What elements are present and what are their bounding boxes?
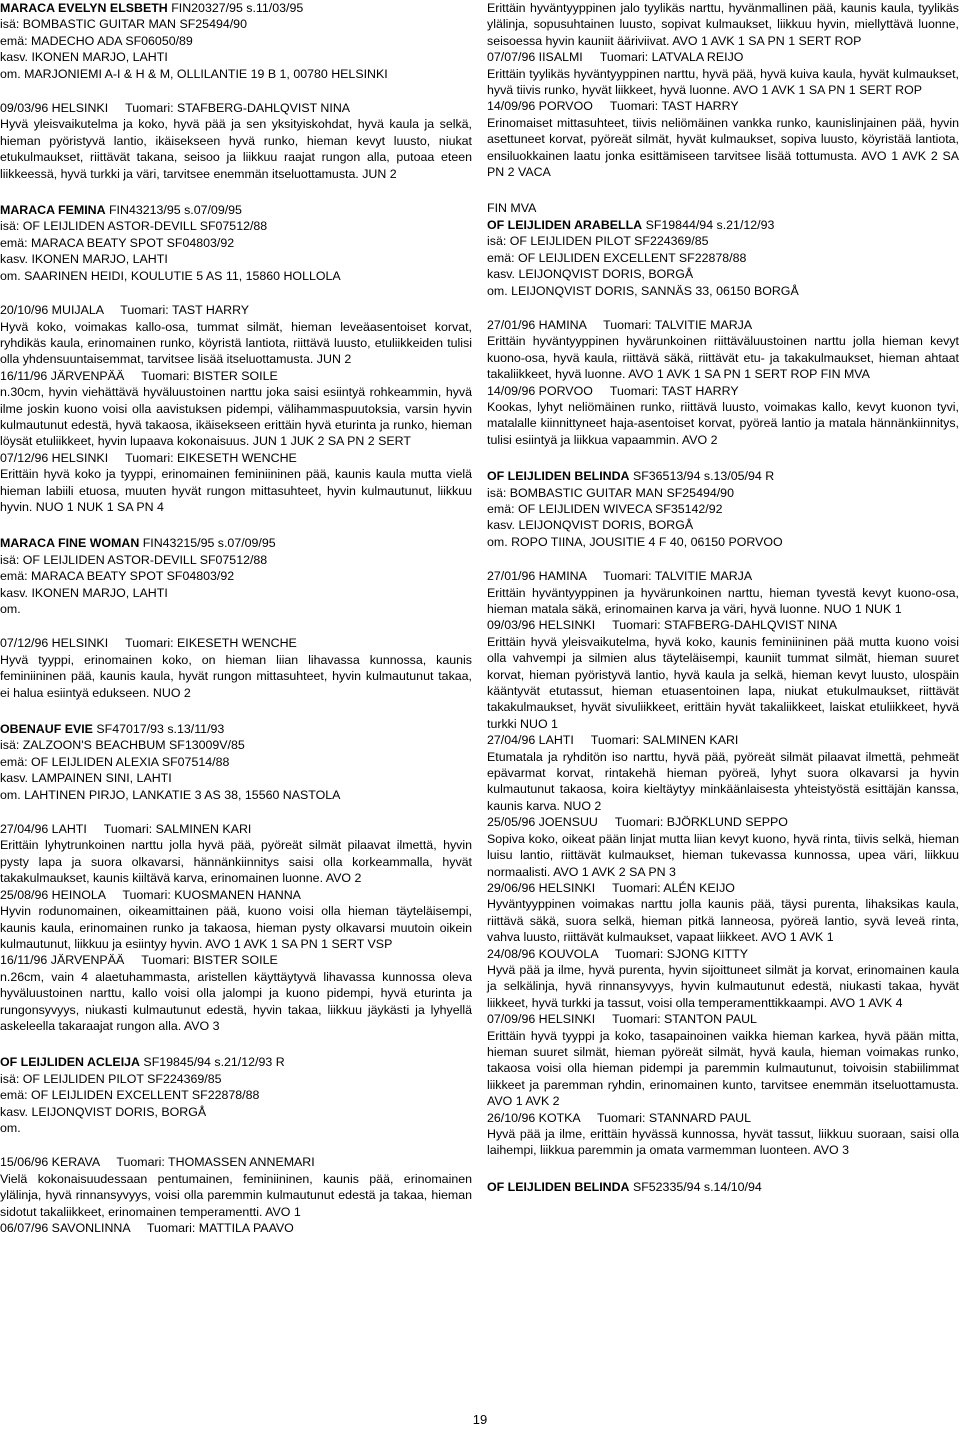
dog-entry — [0, 1054, 472, 1236]
title-group-label: FIN MVA — [487, 201, 537, 216]
critique-text: Hyvä koko, voimakas kallo-osa, tummat silmät, hieman leveäasentoiset korvat, ryhdikäs kaula, erinomainen runko, köyristä lantiota, riittävä luusto, etuliikkeiden tulisi olla yhdensuuntaisemmat, tarvitsee lisää itseluottamusta. JUN 2 — [0, 319, 472, 367]
show-judge-line: 26/10/96 KOTKA Tuomari: STANNARD PAUL — [487, 1110, 751, 1125]
show-judge-line: 07/12/96 HELSINKI Tuomari: EIKESETH WENCHE — [0, 636, 297, 651]
dog-name: MARACA FEMINA — [0, 203, 106, 218]
sire-line: isä: OF LEIJLIDEN ASTOR-DEVILL SF07512/88 — [0, 552, 268, 567]
dog-registration: FIN43215/95 s.07/09/95 — [139, 536, 276, 551]
sire-line: isä: BOMBASTIC GUITAR MAN SF25494/90 — [487, 485, 734, 500]
sire-line: isä: OF LEIJLIDEN PILOT SF224369/85 — [0, 1071, 222, 1086]
show-judge-line: 07/07/96 IISALMI Tuomari: LATVALA REIJO — [487, 50, 744, 65]
dam-line: emä: OF LEIJLIDEN WIVECA SF35142/92 — [487, 501, 723, 516]
show-judge-line: 06/07/96 SAVONLINNA Tuomari: MATTILA PAAVO — [0, 1221, 294, 1235]
show-judge-line: 09/03/96 HELSINKI Tuomari: STAFBERG-DAHLQVIST NINA — [0, 101, 351, 116]
critique-text: n.26cm, vain 4 alaetuhammasta, aristellen käyttäytyvä lihavassa kunnossa oleva hyväluustoinen narttu, kallo voisi olla jalompi ja kuono pidempi, hyvä eturinta ja rungonsyvyys, niukasti kulmautunut edestä, hyvin takaa, liikkuu jäykästi ja lyhyellä askeleella takaraajat rungon alla. AVO 3 — [0, 969, 472, 1033]
dog-registration: FIN20327/95 s.11/03/95 — [167, 1, 304, 15]
show-judge-line: 25/05/96 JOENSUU Tuomari: BJÖRKLUND SEPPO — [487, 815, 788, 830]
right-column — [487, 0, 959, 1195]
breeder-line: kasv. LEIJONQVIST DORIS, BORGÅ — [487, 267, 694, 282]
show-judge-line: 27/01/96 HAMINA Tuomari: TALVITIE MARJA — [487, 317, 753, 332]
dog-registration: SF36513/94 s.13/05/94 R — [629, 469, 775, 484]
dog-heading — [0, 1054, 472, 1070]
critique-text: Erittäin tyylikäs hyväntyyppinen narttu, hyvä pää, hyvä kuiva kaula, hyvät kulmaukset, hyvä tiivis runko, hyvät liikkeet, hyvä luonne. AVO 1 AVK 1 SA PN 1 SERT ROP — [487, 66, 959, 98]
show-judge-line: 16/11/96 JÄRVENPÄÄ Tuomari: BISTER SOILE — [0, 368, 278, 383]
owner-line: om. ROPO TIINA, JOUSITIE 4 F 40, 06150 PORVOO — [487, 534, 783, 549]
owner-line: om. SAARINEN HEIDI, KOULUTIE 5 AS 11, 15860 HOLLOLA — [0, 268, 341, 283]
dam-line: emä: OF LEIJLIDEN EXCELLENT SF22878/88 — [487, 250, 747, 265]
dam-line: emä: MARACA BEATY SPOT SF04803/92 — [0, 235, 235, 250]
breeder-line: kasv. LEIJONQVIST DORIS, BORGÅ — [487, 518, 694, 533]
dam-line: emä: OF LEIJLIDEN ALEXIA SF07514/88 — [0, 754, 230, 769]
critique-text: Etumatala ja ryhditön iso narttu, hyvä pää, pyöreät silmät pilaavat ilmettä, pehmeät epävarmat korvat, rintakehä hieman pyöreä, lyhyt suora olkavarsi ja hyvin kulmautunut takaosa, koira kieltäytyy minkäänlaisesta yhteistyöstä esittäjän kanssa, kaunis karva. NUO 2 — [487, 749, 959, 813]
breeder-line: kasv. IKONEN MARJO, LAHTI — [0, 50, 168, 65]
show-judge-line: 20/10/96 MUIJALA Tuomari: TAST HARRY — [0, 303, 250, 318]
critique-text: Hyvä pää ja ilme, erittäin hyvässä kunnossa, hyvät tassut, liikkuu suoraan, saisi olla laihempi, liikkua paremmin ja omata varmemman luonteen. AVO 3 — [487, 1127, 959, 1158]
sire-line: isä: OF LEIJLIDEN ASTOR-DEVILL SF07512/88 — [0, 219, 268, 234]
critique-text: Vielä kokonaisuudessaan pentumainen, feminiininen, kaunis pää, erinomainen ylälinja, hyvä rinnansyvyys, voisi olla paremmin kulmautunut edestä ja takaa, hieman sidotut takaliikkeet, erinomainen temperamentti. AVO 1 — [0, 1171, 472, 1219]
dog-name: OF LEIJLIDEN ARABELLA — [487, 217, 643, 232]
dog-registration: SF19845/94 s.21/12/93 R — [139, 1055, 285, 1070]
left-column — [0, 0, 472, 1236]
show-judge-line: 16/11/96 JÄRVENPÄÄ Tuomari: BISTER SOILE — [0, 953, 278, 968]
critique-text: Kookas, lyhyt neliömäinen runko, riittävä luusto, voimakas kallo, kevyt kuonon tyvi, matalalle kiinnittyneet haja-asentoiset korvat, pyöreä lantio ja matala hännänkiinnitys, tulisi esiintyä ja liikkua vapaammin. AVO 2 — [487, 399, 959, 447]
dog-heading — [487, 217, 959, 233]
owner-line: om. LAHTINEN PIRJO, LANKATIE 3 AS 38, 15560 NASTOLA — [0, 787, 341, 802]
show-judge-line: 24/08/96 KOUVOLA Tuomari: SJONG KITTY — [487, 946, 748, 961]
dog-heading — [487, 1179, 959, 1195]
show-judge-line: 07/09/96 HELSINKI Tuomari: STANTON PAUL — [487, 1012, 757, 1027]
critique-text: Hyväntyyppinen voimakas narttu jolla kaunis pää, täysi purenta, lihaksikas kaula, riittävä säkä, suora selkä, hieman pitkä lanneosa, pyöreä lantio, syvä leveä rinta, vahva luusto, riittävät kulmaukset, vapaat liikkeet. AVO 1 AVK 1 — [487, 897, 959, 945]
show-judge-line: 15/06/96 KERAVA Tuomari: THOMASSEN ANNEMARI — [0, 1155, 315, 1170]
show-judge-line: 29/06/96 HELSINKI Tuomari: ALÉN KEIJO — [487, 880, 735, 895]
show-judge-line: 27/04/96 LAHTI Tuomari: SALMINEN KARI — [0, 822, 252, 837]
breeder-line: kasv. IKONEN MARJO, LAHTI — [0, 585, 168, 600]
show-judge-line: 27/04/96 LAHTI Tuomari: SALMINEN KARI — [487, 733, 739, 748]
critique-text: Erittäin hyvä tyyppi ja koko, tasapainoinen vaikka hieman karkea, hyvä pään mitta, hieman suuret silmät, hieman pyöreät silmät, hyvä kaula, hieman voimakas runko, takaosa voisi olla hieman pidempi ja paremmin kulmautunut, toivoisin stabiilimmat liikkeet ja paremman ryhdin, erinomainen kunto, tarvitsee enemmän itseluottamusta. AVO 1 AVK 2 — [487, 1028, 959, 1109]
sire-line: isä: ZALZOON'S BEACHBUM SF13009V/85 — [0, 738, 245, 753]
show-judge-line: 14/09/96 PORVOO Tuomari: TAST HARRY — [487, 383, 739, 398]
owner-line: om. MARJONIEMI A-I & H & M, OLLILANTIE 19 B 1, 00780 HELSINKI — [0, 66, 388, 81]
breeder-line: kasv. IKONEN MARJO, LAHTI — [0, 252, 168, 267]
show-judge-line: 09/03/96 HELSINKI Tuomari: STAFBERG-DAHLQVIST NINA — [487, 618, 838, 633]
dog-name: OF LEIJLIDEN BELINDA — [487, 469, 630, 484]
critique-text: Erittäin hyväntyyppinen jalo tyylikäs narttu, hyvänmallinen pää, kaunis kaula, tyylikäs ylälinja, sopusuhtainen luusto, sopivat kulmaukset, liikkuu hyvin, miellyttävä luonne, seisoessa hyvin kauniit ääriviivat. AVO 1 AVK 1 SA PN 1 SERT ROP — [487, 1, 959, 48]
dog-name: OBENAUF EVIE — [0, 722, 93, 737]
show-judge-line: 27/01/96 HAMINA Tuomari: TALVITIE MARJA — [487, 569, 753, 584]
dog-registration: SF52335/94 s.14/10/94 — [629, 1179, 762, 1194]
critique-text: n.30cm, hyvin viehättävä hyväluustoinen narttu joka saisi esiintyä rohkeammin, hyvä ilme joskin kuono voisi olla aavistuksen pidempi, välihammaspuutoksia, varsin hyvin kulmautunut edestä, hyvä takaosa, ikäisekseen erittäin hyvä eturinta ja runko, hieman löysät etuliikkeet, hyvin lupaava kokonaisuus. JUN 1 JUK 2 SA PN 2 SERT — [0, 385, 472, 449]
critique-text: Erittäin hyväntyyppinen ja hyvärunkoinen narttu, hieman tyvestä kevyt kuono-osa, hieman matala säkä, erinomainen karva ja väri, hyvä luonne. NUO 1 NUK 1 — [487, 585, 959, 616]
dog-entry — [487, 468, 959, 1159]
critique-text: Sopiva koko, oikeat pään linjat mutta liian kevyt kuono, hyvä rinta, tiivis selkä, hieman luisu lantio, riittävät kulmaukset, hieman tukevassa kunnossa, upea väri, liikkuu normaalisti. AVO 1 AVK 2 SA PN 3 — [487, 831, 959, 879]
dog-name: MARACA EVELYN ELSBETH — [0, 1, 168, 15]
dam-line: emä: MADECHO ADA SF06050/89 — [0, 33, 193, 48]
critique-text: Hyvä yleisvaikutelma ja koko, hyvä pää ja sen yksityiskohdat, hyvä kaula ja selkä, hieman pyöristyvä lantio, ikäisekseen hyvä runko, hieman kevyt luusto, niukat etukulmaukset, riittävät takana, seisoo ja liikkuu raajat rungon alla, putoaa eteen liikkeessä, hyvä turkki ja väri, tarvitsee enemmän itseluottamusta. JUN 2 — [0, 117, 472, 181]
dog-entry — [0, 0, 472, 182]
owner-line: om. LEIJONQVIST DORIS, SANNÄS 33, 06150 BORGÅ — [487, 283, 799, 298]
dog-heading — [0, 202, 472, 218]
sire-line: isä: BOMBASTIC GUITAR MAN SF25494/90 — [0, 17, 247, 32]
dog-registration: SF19844/94 s.21/12/93 — [642, 217, 775, 232]
dog-name: OF LEIJLIDEN BELINDA — [487, 1179, 630, 1194]
critique-text: Hyvin rodunomainen, oikeamittainen pää, kuono voisi olla hieman täyteläisempi, kaunis kaula, erinomainen runko ja takaosa, hieman pysty olkavarsi muutoin oikein kulmautunut, liikkuu ja esiintyy hyvin. AVO 1 AVK 1 SA PN 1 SERT VSP — [0, 904, 472, 951]
dog-heading — [0, 535, 472, 551]
dog-name: OF LEIJLIDEN ACLEIJA — [0, 1055, 140, 1070]
critique-text: Hyvä tyyppi, erinomainen koko, on hieman liian lihavassa kunnossa, kaunis feminiininen pää, kaunis kaula, hyvät rungon mittasuhteet, hyvin kulmautunut takaa, ei halua esiintyä edukseen. NUO 2 — [0, 652, 472, 700]
owner-line: om. — [0, 1120, 21, 1135]
critique-text: Erittäin hyvä yleisvaikutelma, hyvä koko, kaunis feminiininen pää mutta kuono voisi olla vahvempi ja silmien alus täyteläisempi, kauniit tummat silmät, hieman suuret korvat, hieman pyöristyvä lantio, hyvä kaula ja selkä, hieman kevyt luusto, ulospäin kääntyvät etutassut, hieman etuasentoinen lapa, niukat etukulmaukset, riittävät takakulmaukset, hyvät sivuliikkeet, erittäin hyvät takaliikkeet, laiskat etuliikkeet, hyvä turkki NUO 1 — [487, 634, 959, 731]
critique-text: Erinomaiset mittasuhteet, tiivis neliömäinen vankka runko, kaunislinjainen pää, hyvin asettuneet korvat, pyöreät silmät, hyvät kulmaukset, sopiva luusto, köyristää lantiota, ensiluokkainen laatu jonka esittämiseen tarvitsee lisää tottumusta. AVO 1 AVK 2 SA PN 2 VACA — [487, 115, 959, 180]
dog-entry — [0, 535, 472, 701]
dog-registration: FIN43213/95 s.07/09/95 — [105, 203, 242, 218]
critique-text: Erittäin hyväntyyppinen hyvärunkoinen riittäväluustoinen narttu jolla hieman kevyt kuono-osa, hyvä kaula, riittävä säkä, riittävät etu- ja takakulmaukset, hieman ahtaat takaliikkeet, hyvä luonne. AVO 1 AVK 1 SA PN 1 SERT ROP FIN MVA — [487, 334, 959, 382]
owner-line: om. — [0, 602, 21, 616]
critique-text: Erittäin hyvä koko ja tyyppi, erinomainen feminiininen pää, kaunis kaula mutta vielä hieman labiili etuosa, muuten hyvät rungon mittasuhteet, hyvin kulmautunut, liikkuu hyvin. NUO 1 NUK 1 SA PN 4 — [0, 467, 472, 514]
dog-entry — [0, 721, 472, 1034]
dog-heading — [0, 721, 472, 737]
dog-registration: SF47017/93 s.13/11/93 — [92, 722, 225, 737]
breeder-line: kasv. LAMPAINEN SINI, LAHTI — [0, 771, 172, 786]
dam-line: emä: OF LEIJLIDEN EXCELLENT SF22878/88 — [0, 1088, 260, 1103]
dog-name: MARACA FINE WOMAN — [0, 536, 140, 551]
dam-line: emä: MARACA BEATY SPOT SF04803/92 — [0, 569, 235, 584]
show-judge-line: 14/09/96 PORVOO Tuomari: TAST HARRY — [487, 99, 739, 114]
dog-entry — [0, 202, 472, 515]
sire-line: isä: OF LEIJLIDEN PILOT SF224369/85 — [487, 234, 709, 249]
dog-heading — [487, 468, 959, 484]
critique-text: Erittäin lyhytrunkoinen narttu jolla hyvä pää, pyöreät silmät pilaavat ilmettä, hyvin pysty lapa ja suora olkavarsi, hännänkiinnitys saisi olla korkeammalla, hyvät takakulmaukset, kaunis kiiltävä karva, erinomainen luonne. AVO 2 — [0, 838, 472, 886]
dog-entry — [487, 1179, 959, 1195]
dog-entry — [487, 217, 959, 448]
show-judge-line: 07/12/96 HELSINKI Tuomari: EIKESETH WENCHE — [0, 450, 297, 465]
critique-text: Hyvä pää ja ilme, hyvä purenta, hyvin sijoittuneet silmät ja korvat, erinomainen kaula ja selkälinja, hyvä rinnansyvyys, hyvin kulmautunut edestä, niukasti takaa, hyvät liikkeet, hyvä turkki ja tassut, voisi olla temperamenttikkaampi. AVO 1 AVK 4 — [487, 962, 959, 1010]
show-judge-line: 25/08/96 HEINOLA Tuomari: KUOSMANEN HANNA — [0, 887, 301, 902]
breeder-line: kasv. LEIJONQVIST DORIS, BORGÅ — [0, 1104, 207, 1119]
page-number: 19 — [472, 1412, 488, 1427]
dog-heading — [0, 0, 472, 16]
